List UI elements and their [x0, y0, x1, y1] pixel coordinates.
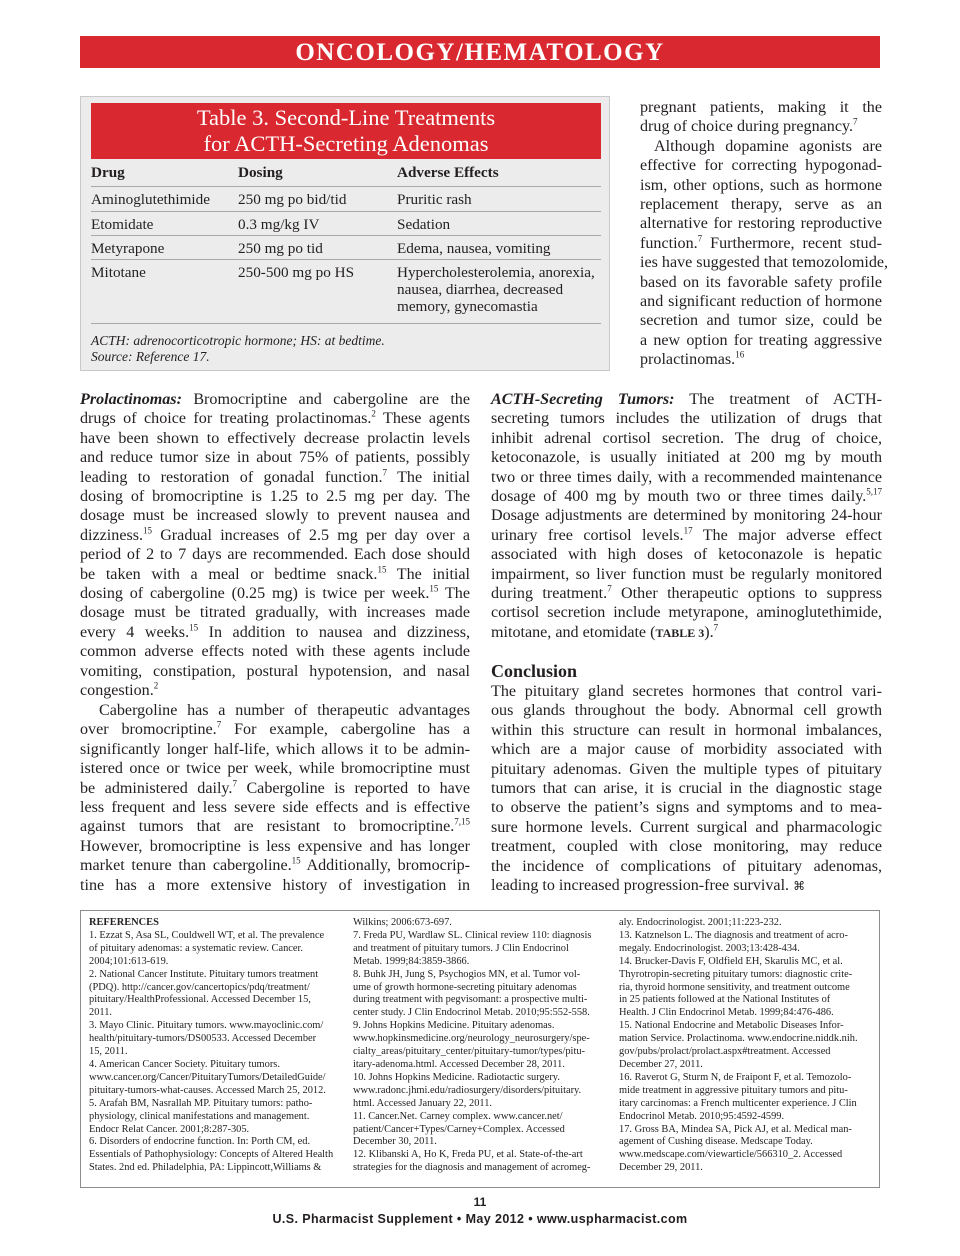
text-line: Although dopamine agonists are — [654, 137, 882, 155]
paragraph-prolactinomas — [80, 390, 470, 701]
reference-line: 12. Klibanski A, Ho K, Freda PU, et al. State-of-the-art — [353, 1149, 583, 1161]
text-line: inhibit adrenal cortisol secretion. The drug of choice, — [491, 429, 882, 447]
table-row-divider — [91, 211, 601, 212]
column-header-drug: Drug — [91, 164, 125, 181]
text-line: and significant reduction of hormone — [640, 293, 882, 311]
reference-line: 2. National Cancer Institute. Pituitary tumors treatment — [89, 968, 319, 980]
reference-line: of pituitary adenomas: a systematic review. Cancer. — [89, 942, 303, 954]
reference-line: 13. Katznelson L. The diagnosis and treatment of acro- — [619, 929, 848, 941]
text-line: secretion and tumor size, could be — [640, 312, 882, 330]
text-line: dosage must be titrated gradually, with increases made — [80, 604, 470, 622]
text-line: be administered daily.$^7$ Cabergoline is reported to have — [80, 778, 470, 797]
text-line: sure hormone levels. Current surgical and pharmacologic — [491, 818, 882, 836]
cell-adverse-effects: Pruritic rash — [397, 191, 472, 208]
paragraph-conclusion — [491, 682, 882, 896]
text-line: a new option for treating aggressive — [640, 331, 882, 349]
reference-line: 17. Gross BA, Mindea SA, Pick AJ, et al. Medical man- — [619, 1123, 852, 1135]
text-line: based on its favorable safety profile — [640, 273, 882, 291]
cell-drug: Metyrapone — [91, 240, 165, 257]
table-title-line-2: for ACTH-Secreting Adenomas — [203, 131, 489, 156]
text-line: the incidence of complications of pituitary adenomas, — [491, 857, 882, 875]
text-line: significantly longer half-life, which allows it to be admin- — [80, 740, 470, 758]
reference-line: itary carcinomas: a French multicenter experience. J Clin — [619, 1097, 857, 1109]
text-line: ism, other options, such as hormone — [640, 176, 882, 194]
text-line: treatment, coupled with close monitoring, may reduce — [491, 838, 882, 856]
text-line: Dosage adjustments are determined by monitoring 24-hour — [491, 507, 882, 525]
text-line: ACTH-Secreting Tumors: The treatment of ACTH- — [491, 391, 883, 408]
table-row-divider — [91, 259, 601, 260]
text-line: within this structure can result in hormonal imbalances, — [491, 721, 882, 739]
reference-line: www.medscape.com/viewarticle/566310_2. Accessed — [619, 1149, 843, 1161]
reference-line: itary-adenoma.html. Accessed December 28, 2011. — [353, 1058, 565, 1070]
cell-dosing: 0.3 mg/kg IV — [238, 216, 320, 233]
reference-line: Wilkins; 2006:673-697. — [353, 917, 452, 928]
text-line: congestion.$^2$ — [80, 680, 159, 700]
reference-line: States. 2nd ed. Philadelphia, PA: Lippincott,Williams & — [89, 1162, 322, 1174]
reference-line: mide treatment in aggressive pituitary tumors and pitu- — [619, 1084, 848, 1096]
reference-line: 2004;101:613-619. — [89, 955, 169, 967]
section-lead-acth: ACTH-Secreting Tumors: — [491, 391, 675, 408]
cell-line: memory, gynecomastia — [397, 298, 538, 315]
text-line: dosage of 400 mg by mouth two or three times daily.$^{5,17}$ — [491, 486, 882, 506]
text-line: over bromocriptine.$^7$ For example, cabergoline has a — [80, 720, 470, 739]
text-line: ous glands throughout the body. Abnormal cell growth — [491, 702, 882, 720]
cell-dosing: 250-500 mg po HS — [238, 264, 355, 281]
reference-line: agement of Cushing disease. Medscape Today. — [619, 1136, 813, 1148]
text-line: every 4 weeks.$^{15}$ In addition to nausea and dizziness, — [80, 622, 470, 641]
reference-line: Thyrotropin-secreting pituitary tumors: diagnostic crite- — [619, 968, 853, 980]
table-row-divider — [91, 235, 601, 236]
paragraph-dopamine — [640, 98, 889, 370]
reference-line: Essentials of Pathophysiology: Concepts of Altered Health — [89, 1149, 334, 1161]
text-line: However, bromocriptine is less expensive and has longer — [80, 837, 470, 855]
cell-line: Hypercholesterolemia, anorexia, — [397, 264, 595, 281]
text-line: ketoconazole, is usually initiated at 200 mg by mouth — [491, 449, 882, 467]
text-line: tine has a more extensive history of investigation in — [80, 876, 470, 894]
text-line: have been shown to effectively decrease prolactin levels — [80, 429, 470, 447]
reference-line: Endocr Relat Cancer. 2001;8:287-305. — [89, 1123, 250, 1135]
reference-line: strategies for the diagnosis and management of acromeg- — [353, 1162, 591, 1174]
text-line: be taken with a meal or bedtime snack.$^{15}$ The initial — [80, 564, 471, 583]
text-line: drug of choice during pregnancy.$^7$ — [640, 117, 858, 136]
text-line: and reduce tumor size in about 75% of patients, possibly — [80, 449, 470, 467]
reference-line: 9. Johns Hopkins Medicine. Pituitary adenomas. — [353, 1020, 555, 1032]
reference-line: and treatment of pituitary tumors. J Clin Endocrinol — [353, 942, 569, 954]
reference-line: December 29, 2011. — [619, 1162, 703, 1174]
reference-line: Metab. 1999;84:3859-3866. — [353, 955, 470, 967]
reference-line: (PDQ). http://cancer.gov/cancertopics/pdq/treatment/ — [89, 981, 310, 993]
reference-line: gov/pubs/prolact/prolact.aspx#treatment. Accessed — [619, 1046, 831, 1058]
text-line: tumors that can arise, it is crucial in the diagnostic stage — [491, 780, 882, 798]
reference-line: 3. Mayo Clinic. Pituitary tumors. www.mayoclinic.com/ — [89, 1020, 324, 1032]
reference-line: patient/Cancer+Types/Carney+Complex. Accessed — [353, 1123, 565, 1135]
text-line: effective for correcting hypogonad- — [640, 157, 882, 175]
text-line: drugs of choice for treating prolactinomas.$^2$ These agents — [80, 409, 470, 428]
reference-line: 8. Buhk JH, Jung S, Psychogios MN, et al. Tumor vol- — [353, 968, 581, 980]
table-source: Source: Reference 17. — [91, 349, 210, 364]
reference-line: December 30, 2011. — [353, 1136, 437, 1148]
reference-line: www.radonc.jhmi.edu/radiosurgery/disorders/pituitary. — [353, 1084, 582, 1096]
text-line: impairment, so liver function must be regularly monitored — [491, 565, 882, 583]
text-line: Prolactinomas: Bromocriptine and cabergoline are the — [80, 391, 470, 408]
references-column-3 — [619, 917, 867, 1175]
references-column-1 — [89, 917, 337, 1175]
text-line: prolactinomas.$^{16}$ — [640, 349, 745, 369]
reference-line: during treatment with pegvisomant: a prospective multi- — [353, 994, 588, 1006]
column-header-adverse-effects: Adverse Effects — [397, 164, 499, 181]
text-line: to observe the patient’s signs and symptoms and to mea- — [491, 799, 882, 817]
reference-line: December 27, 2011. — [619, 1058, 703, 1070]
text-line: common adverse effects noted with these agents include — [80, 643, 470, 661]
text-line: dosing of cabergoline (0.25 mg) is twice per week.$^{15}$ The — [80, 583, 470, 603]
cell-adverse-effects — [397, 264, 607, 315]
reference-line: health/pituitary-tumors/DS00533. Accessed December — [89, 1033, 317, 1045]
text-line: period of 2 to 7 days are recommended. Each dose should — [80, 546, 470, 564]
reference-line: 4. American Cancer Society. Pituitary tumors. — [89, 1058, 280, 1070]
reference-line: pituitary/HealthProfessional. Accessed December 15, — [89, 994, 311, 1006]
table-row-divider — [91, 186, 601, 187]
text-line: dizziness.$^{15}$ Gradual increases of 2.5 mg per day over a — [80, 525, 470, 544]
reference-line: center study. J Clin Endocrinol Metab. 2010;95:552-558. — [353, 1007, 590, 1019]
reference-line: Endocrinol Metab. 2010;95:4592-4599. — [619, 1110, 785, 1122]
reference-line: 1. Ezzat S, Asa SL, Couldwell WT, et al. The prevalence — [89, 929, 325, 941]
text-line: vomiting, constipation, postural hypotension, and nasal — [80, 662, 470, 680]
text-line: urinary free cortisol levels.$^{17}$ The major adverse effect — [491, 525, 882, 544]
paragraph-cabergoline — [80, 701, 470, 895]
reference-line: www.cancer.org/Cancer/PituitaryTumors/DetailedGuide/ — [89, 1071, 326, 1083]
text-line: secreting tumors includes the utilization of drugs that — [491, 410, 882, 428]
reference-line: ria, thyroid hormone sensitivity, and treatment outcome — [619, 981, 850, 993]
text-line: function.$^7$ Furthermore, recent stud- — [640, 233, 882, 252]
table-title — [91, 103, 601, 159]
reference-line: Health. J Clin Endocrinol Metab. 1999;84:476-486. — [619, 1007, 834, 1019]
cell-line: nausea, diarrhea, decreased — [397, 281, 564, 298]
text-line: pituitary adenomas. Given the multiple types of pituitary — [491, 760, 882, 778]
cell-drug: Mitotane — [91, 264, 146, 281]
text-line: leading to increased progression-free survival. ⌘ — [491, 877, 806, 895]
text-line: two or three times daily, with a recommended maintenance — [491, 468, 882, 486]
reference-line: 15, 2011. — [89, 1046, 128, 1058]
table-title-line-1: Table 3. Second-Line Treatments — [196, 105, 496, 130]
text-line: dosage must be increased slowly to prevent nausea and — [80, 507, 470, 525]
page-number: 11 — [473, 1195, 487, 1209]
text-line: mitotane, and etomidate (TABLE 3).$^7$ — [491, 622, 719, 641]
reference-line: 2011. — [89, 1007, 112, 1019]
text-line: less frequent and less severe side effects and is effective — [80, 799, 470, 817]
reference-line: 7. Freda PU, Wardlaw SL. Clinical review 110: diagnosis — [353, 929, 592, 941]
text-line: alternative for restoring reproductive — [640, 215, 882, 233]
text-line: during treatment.$^7$ Other therapeutic options to suppress — [491, 583, 882, 603]
conclusion-heading: Conclusion — [491, 661, 578, 681]
table-row-divider — [91, 323, 601, 324]
table-3-reference-link[interactable]: TABLE 3 — [655, 625, 705, 640]
table-footnote-abbrev: ACTH: adrenocorticotropic hormone; HS: at bedtime. — [91, 333, 385, 348]
text-line: replacement therapy, serve as an — [640, 196, 882, 214]
cell-drug: Aminoglutethimide — [91, 191, 210, 208]
cell-dosing: 250 mg po bid/tid — [238, 191, 347, 208]
section-header: ONCOLOGY/HEMATOLOGY — [80, 36, 880, 68]
cell-drug: Etomidate — [91, 216, 154, 233]
reference-line: aly. Endocrinologist. 2001;11:223-232. — [619, 917, 782, 928]
text-line: The pituitary gland secretes hormones that control vari- — [491, 683, 882, 700]
text-line: pregnant patients, making it the — [640, 99, 882, 116]
text-line: dosing of bromocriptine is 1.25 to 2.5 mg per day. The — [80, 488, 470, 506]
section-lead-prolactinomas: Prolactinomas: — [80, 391, 182, 408]
reference-line: 11. Cancer.Net. Carney complex. www.cancer.net/ — [353, 1110, 563, 1122]
reference-line: mation Service. Prolactinoma. www.endocrine.niddk.nih. — [619, 1033, 858, 1045]
reference-line: in 25 patients followed at the National Institutes of — [619, 994, 831, 1006]
reference-line: html. Accessed January 22, 2011. — [353, 1097, 492, 1109]
text-line: Cabergoline has a number of therapeutic advantages — [99, 702, 470, 719]
reference-line: physiology, clinical manifestations and management. — [89, 1110, 310, 1122]
text-line: cortisol secretion include metyrapone, aminoglutethimide, — [491, 604, 882, 622]
cell-adverse-effects: Sedation — [397, 216, 451, 233]
publication-footer: U.S. Pharmacist Supplement • May 2012 • www.uspharmacist.com — [272, 1212, 688, 1226]
references-column-2 — [353, 917, 601, 1175]
reference-line: 5. Arafah BM, Nasrallah MP. Pituitary tumors: patho- — [89, 1097, 313, 1109]
text-line: istered once or twice per week, while bromocriptine must — [80, 760, 470, 778]
text-line: leading to restoration of gonadal function.$^7$ The initial — [80, 467, 470, 486]
reference-line: megaly. Endocrinologist. 2003;13:428-434. — [619, 942, 800, 954]
reference-line: pituitary-tumors-what-causes. Accessed March 25, 2012. — [89, 1084, 326, 1096]
reference-line: 15. National Endocrine and Metabolic Diseases Infor- — [619, 1020, 844, 1032]
table-3 — [80, 96, 610, 371]
cell-dosing: 250 mg po tid — [238, 240, 323, 257]
text-line: market tenure than cabergoline.$^{15}$ Additionally, bromocrip- — [80, 855, 470, 875]
cell-adverse-effects: Edema, nausea, vomiting — [397, 240, 551, 257]
reference-line: www.hopkinsmedicine.org/neurology_neurosurgery/spe- — [353, 1033, 590, 1045]
reference-line: cialty_areas/pituitary_center/pituitary-tumor/types/pitu- — [353, 1046, 585, 1058]
references-heading: REFERENCES — [89, 917, 159, 928]
reference-line: 14. Brucker-Davis F, Oldfield EH, Skarulis MC, et al. — [619, 955, 843, 967]
end-of-article-icon: ⌘ — [793, 879, 806, 894]
table-footnote — [91, 333, 601, 365]
text-line: associated with high doses of ketoconazole is hepatic — [491, 546, 882, 564]
column-header-dosing: Dosing — [238, 164, 283, 181]
reference-line: 16. Raverot G, Sturm N, de Fraipont F, et al. Temozolo- — [619, 1071, 852, 1083]
text-line: which are a major cause of morbidity associated with — [491, 741, 882, 759]
text-line: ies have suggested that temozolomide, — [640, 254, 889, 272]
reference-line: 10. Johns Hopkins Medicine. Radiotactic surgery. — [353, 1071, 560, 1083]
reference-line: ume of growth hormone-secreting pituitary adenomas — [353, 981, 577, 993]
paragraph-acth-tumors — [491, 390, 882, 643]
references-box — [80, 910, 880, 1188]
text-line: against tumors that are resistant to bromocriptine.$^{7,15}$ — [80, 817, 470, 836]
reference-line: 6. Disorders of endocrine function. In: Porth CM, ed. — [89, 1136, 311, 1148]
